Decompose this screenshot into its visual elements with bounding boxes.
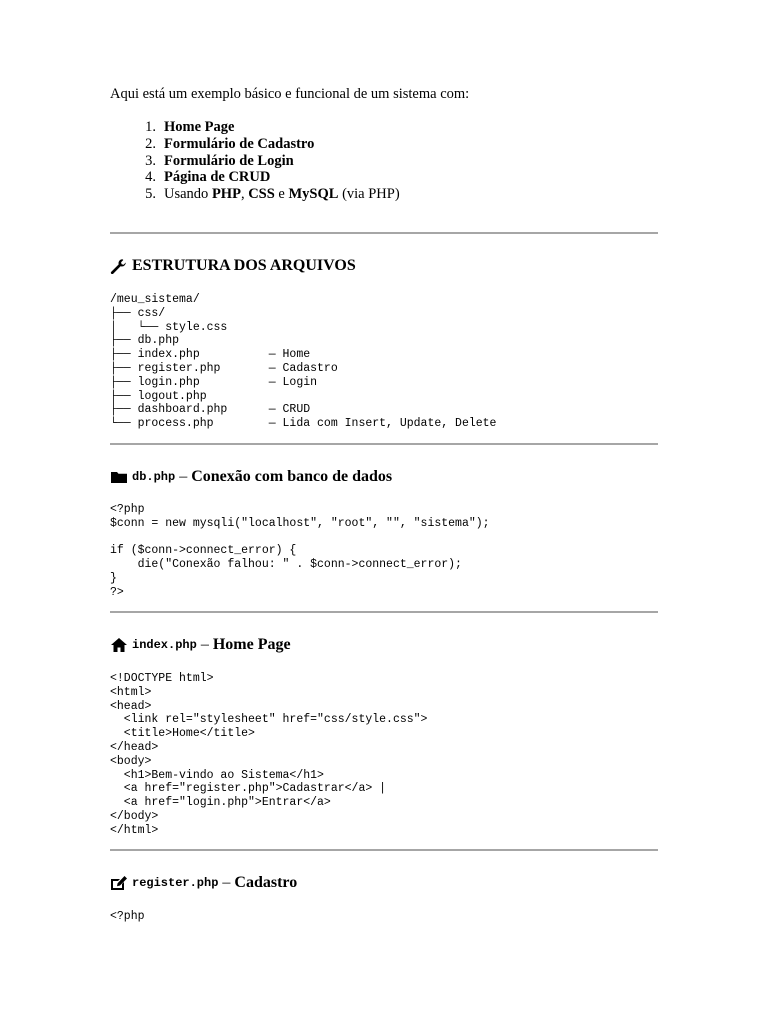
structure-title: ESTRUTURA DOS ARQUIVOS (132, 257, 356, 274)
wrench-icon (110, 258, 128, 274)
index-filename: index.php (132, 638, 197, 652)
db-dash: – (179, 468, 188, 485)
section-divider (110, 232, 658, 234)
list-number: 4. (145, 169, 156, 186)
bold-text: CSS (248, 186, 275, 203)
feature-list (110, 119, 400, 203)
structure-code: /meu_sistema/ ├── css/ │ └── style.css ├── db.php ├── index.php — Home ├── register.php — Cadastro ├── login.php — Login ├── logout.php ├── dashboard.php — CRUD └── process.php — Lida com Insert, Update, Delete (110, 293, 497, 431)
register-title: Cadastro (234, 874, 298, 891)
structure-heading (110, 257, 356, 275)
intro-text: Aqui está um exemplo básico e funcional de um sistema com: (110, 86, 470, 102)
plain-text: (via PHP) (338, 186, 400, 203)
list-number: 3. (145, 152, 156, 169)
db-code: <?php $conn = new mysqli("localhost", "root", "", "sistema"); if ($conn->connect_error) { die("Conexão falhou: " . $conn->connect_error); } ?> (110, 503, 490, 599)
register-heading (110, 874, 297, 892)
index-heading (110, 636, 291, 654)
index-title: Home Page (212, 636, 291, 653)
list-number: 5. (145, 186, 156, 203)
feature-list-item (110, 169, 400, 186)
register-code: <?php (110, 910, 145, 923)
list-text (156, 119, 234, 135)
register-filename: register.php (132, 876, 219, 890)
bold-text: PHP (211, 186, 241, 203)
index-code: <!DOCTYPE html> <html> <head> <link rel="stylesheet" href="css/style.css"> <title>Home</title> </head> <body> <h1>Bem-vindo ao Sistema</h1> <a href="register.php">Cadastrar</a> | <a href="login.php">Entrar</a> </body> </html> (110, 672, 428, 837)
bold-text: Formulário de Login (164, 152, 294, 169)
section-divider (110, 611, 658, 613)
feature-list-item (110, 186, 400, 203)
list-number: 1. (145, 119, 156, 135)
feature-list-item (110, 136, 400, 153)
plain-text: e (274, 186, 289, 203)
bold-text: Home Page (164, 119, 235, 135)
db-filename: db.php (132, 470, 176, 484)
plain-text: , (240, 186, 249, 203)
index-dash: – (200, 636, 209, 653)
home-icon (110, 637, 128, 653)
folder-icon (110, 469, 128, 485)
list-number: 2. (145, 135, 156, 152)
db-heading (110, 468, 392, 486)
list-text (156, 153, 294, 169)
feature-list-item (110, 153, 400, 170)
feature-list-item (110, 119, 400, 136)
bold-text: MySQL (288, 186, 339, 203)
list-text (156, 136, 314, 152)
section-divider (110, 443, 658, 445)
bold-text: Página de CRUD (164, 169, 271, 186)
edit-icon (110, 875, 128, 891)
list-text (156, 186, 400, 202)
bold-text: Formulário de Cadastro (164, 135, 315, 152)
db-title: Conexão com banco de dados (191, 468, 393, 485)
list-text (156, 169, 270, 185)
section-divider (110, 849, 658, 851)
register-dash: – (222, 874, 231, 891)
plain-text: Usando (164, 186, 212, 203)
